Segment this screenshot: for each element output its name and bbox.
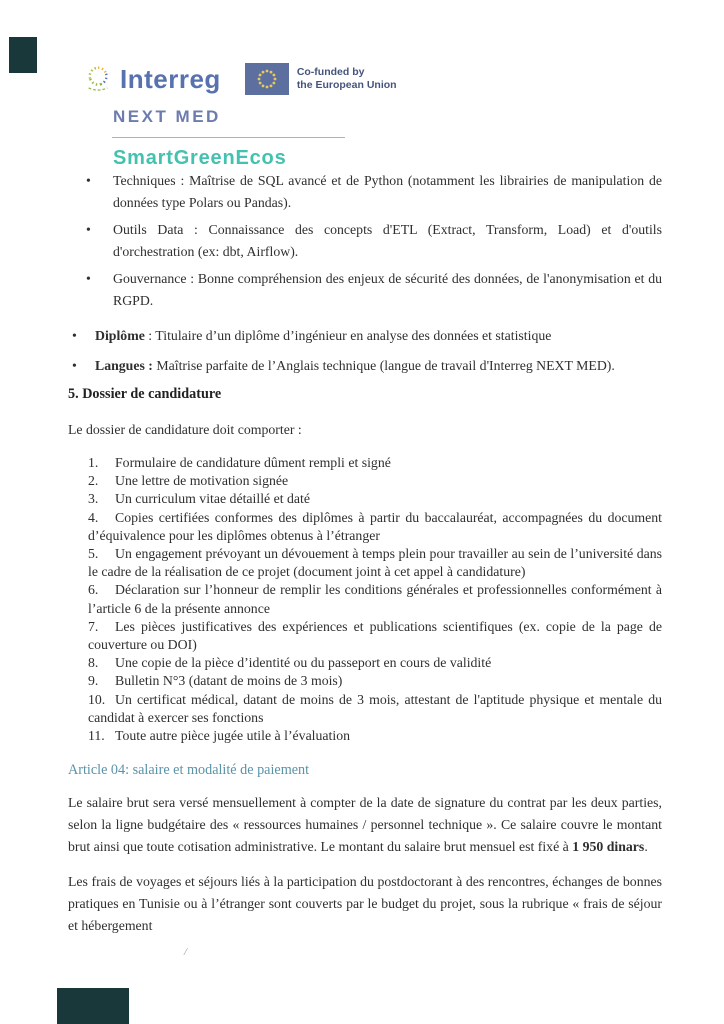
item-number: 6. — [88, 582, 99, 598]
profile-label: Langues : — [95, 358, 153, 373]
section-intro: Le dossier de candidature doit comporter : — [68, 422, 302, 437]
project-name: SmartGreenEcos — [113, 147, 287, 169]
salary-text-before: Le salaire brut sera versé mensuellement à compter de la date de signature du contrat par les deux parties, selon la ligne budgétaire des « ressources humaines / personnel technique ». Ce salaire couvre le montant brut ainsi que toute cotisation administrative. Le montant du salaire brut mensuel est fixé à — [68, 795, 662, 855]
item-number: 2. — [88, 473, 99, 489]
item-text: Un engagement prévoyant un dévouement à temps plein pour travailler au sein de l’université dans le cadre de la réalisation de ce projet (document joint à cet appel à candidature) — [88, 546, 662, 580]
salary-amount: 1 950 dinars — [572, 839, 645, 855]
logo-divider — [112, 137, 345, 138]
item-text: Une lettre de motivation signée — [115, 473, 289, 489]
list-item — [88, 654, 662, 672]
eu-flag-icon — [245, 63, 289, 95]
item-text: Les pièces justificatives des expériences et publications scientifiques (ex. copie de la page de couverture ou DOI) — [88, 618, 662, 653]
scan-artifact-top-left — [9, 37, 37, 73]
list-item — [68, 219, 662, 263]
skill-text: Outils Data : Connaissance des concepts d'ETL (Extract, Transform, Load) et d'outils d'orchestration (ex: dbt, Airflow). — [113, 222, 662, 259]
cofunded-line-2: the European Union — [296, 79, 397, 91]
cofunded-text — [297, 66, 397, 92]
item-number: 1. — [88, 455, 99, 470]
profile-list — [68, 325, 662, 377]
section-heading: 5. Dossier de candidature — [68, 386, 222, 402]
stray-slash-mark: / — [184, 946, 188, 959]
item-number: 4. — [88, 509, 99, 525]
list-item — [68, 170, 662, 214]
item-text: Un curriculum vitae détaillé et daté — [115, 491, 310, 507]
list-item — [88, 691, 662, 727]
bullet-icon: • — [72, 328, 77, 343]
bullet-icon: • — [86, 271, 91, 286]
documents-list — [68, 454, 662, 745]
item-text: Un certificat médical, datant de moins de 3 mois, attestant de l'aptitude physique et mentale du candidat à exercer ses fonctions — [88, 691, 662, 725]
list-item — [88, 472, 662, 490]
item-number: 11. — [88, 728, 105, 744]
list-item — [88, 581, 662, 617]
interreg-wordmark: Interreg — [120, 63, 221, 94]
salary-paragraph — [68, 792, 662, 858]
list-item — [68, 355, 662, 377]
bullet-icon: • — [86, 173, 91, 188]
item-number: 8. — [88, 655, 99, 671]
bullet-icon: • — [72, 358, 77, 373]
skills-list — [68, 170, 662, 312]
profile-text: : Titulaire d’un diplôme d’ingénieur en analyse des données et statistique — [144, 328, 552, 343]
bullet-icon: • — [86, 222, 91, 237]
list-item — [88, 454, 662, 472]
profile-text: Maîtrise parfaite de l’Anglais technique (langue de travail d'Interreg NEXT MED). — [152, 358, 615, 373]
salary-text-after: . — [644, 839, 648, 855]
travel-paragraph: Les frais de voyages et séjours liés à la participation du postdoctorant à des rencontres, échanges de bonnes pratiques en Tunisie ou à l’étranger sont couverts par le budget du projet, sous la rubrique « frais de séjour et hébergement — [68, 874, 662, 934]
program-name: NEXT MED — [113, 107, 221, 126]
item-number: 3. — [88, 491, 99, 507]
item-number: 5. — [88, 546, 99, 562]
profile-label: Diplôme — [95, 328, 145, 343]
item-text: Formulaire de candidature dûment rempli et signé — [115, 455, 391, 470]
interreg-sun-icon — [82, 61, 114, 97]
list-item — [68, 325, 662, 347]
skill-text: Gouvernance : Bonne compréhension des enjeux de sécurité des données, de l'anonymisation et du RGPD. — [113, 271, 662, 308]
logo-row — [82, 58, 397, 100]
item-text: Bulletin N°3 (datant de moins de 3 mois) — [115, 673, 343, 689]
cofunded-line-1: Co-funded by — [296, 66, 365, 78]
list-item — [88, 509, 662, 545]
list-item — [88, 490, 662, 508]
logo-block — [82, 58, 397, 170]
skill-text: Techniques : Maîtrise de SQL avancé et de Python (notamment les librairies de manipulation de données type Polars ou Pandas). — [113, 173, 662, 210]
list-item — [88, 545, 662, 581]
list-item — [88, 727, 662, 745]
item-number: 9. — [88, 673, 99, 689]
item-number: 7. — [88, 618, 99, 634]
item-text: Une copie de la pièce d’identité ou du passeport en cours de validité — [115, 655, 492, 671]
list-item — [88, 618, 662, 654]
scan-artifact-bottom-left — [57, 988, 129, 1024]
document-content — [68, 170, 662, 958]
item-text: Toute autre pièce jugée utile à l’évaluation — [115, 728, 351, 744]
list-item — [68, 268, 662, 312]
item-text: Déclaration sur l’honneur de remplir les conditions générales et professionnelles conformément à l’article 6 de la présente annonce — [88, 582, 662, 616]
item-number: 10. — [88, 691, 106, 707]
list-item — [88, 672, 662, 690]
article-heading: Article 04: salaire et modalité de paiement — [68, 762, 310, 779]
item-text: Copies certifiées conformes des diplômes à partir du baccalauréat, accompagnées du document d’équivalence pour les diplômes obtenus à l’étranger — [88, 509, 662, 543]
